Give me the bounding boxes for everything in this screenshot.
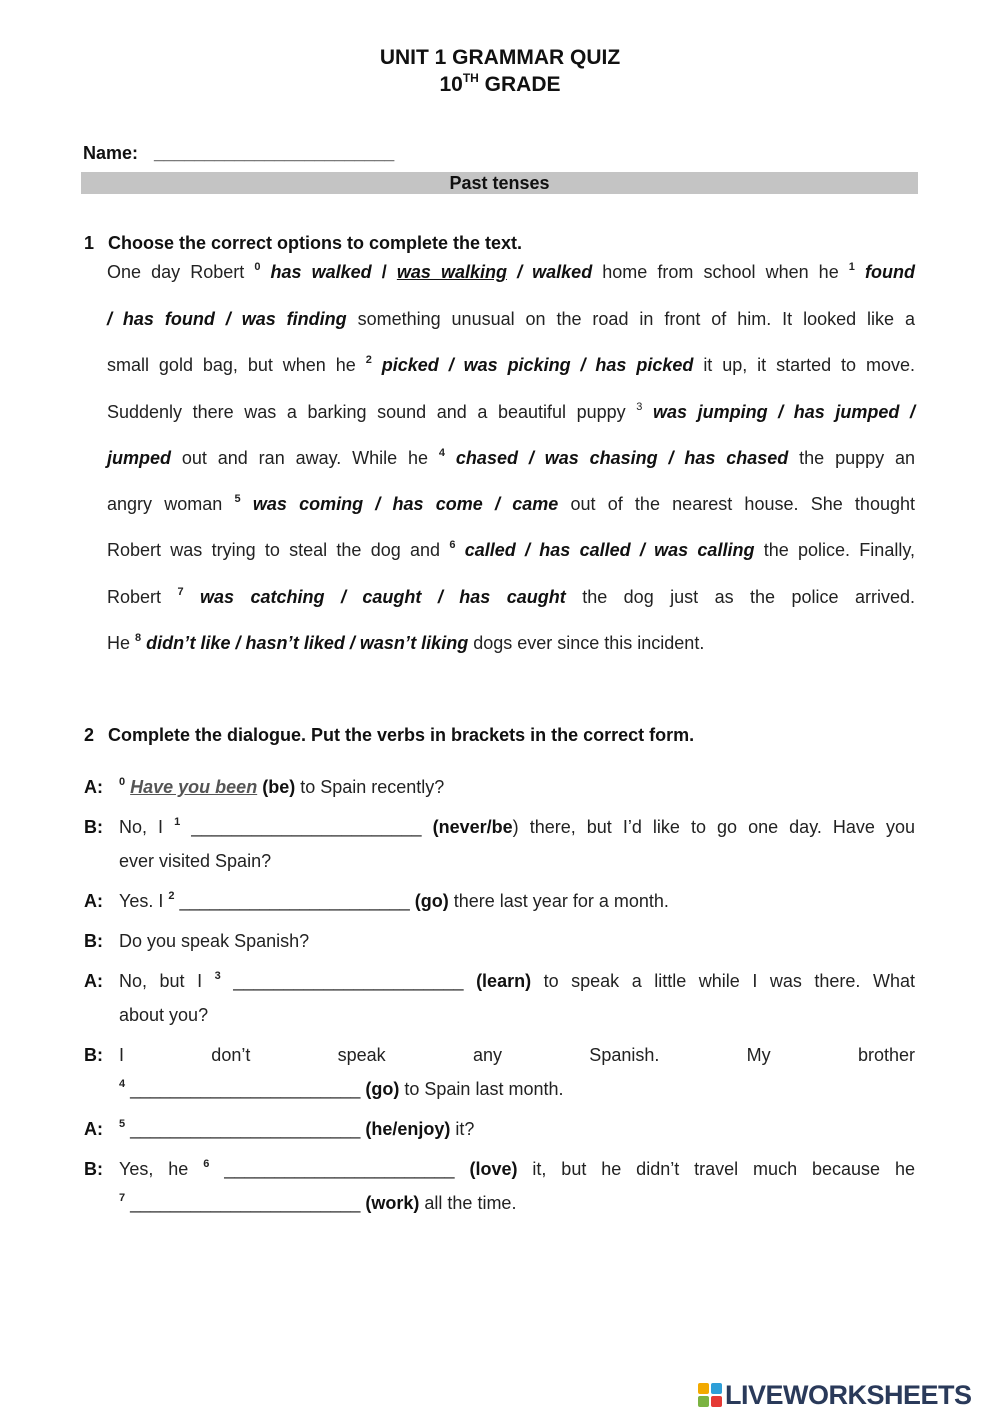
text-run: the police. Finally, [754,540,915,560]
verb-prompt: (never/be [432,817,513,837]
answer-options: walked [532,262,593,282]
speaker-label: B: [84,817,103,837]
verb-prompt: (love) [469,1159,518,1179]
text-run: to Spain recently? [295,777,445,797]
text-run: angry woman [107,494,235,514]
exercise-2-number: 2 [84,725,95,745]
text-run: Robert [107,587,178,607]
text-line [107,586,915,608]
item-number: 3 [214,970,221,982]
item-number: 3 [636,401,643,413]
name-label: Name: [83,143,139,163]
exercise-1-heading [84,233,522,254]
text-run [221,971,234,991]
verb-prompt: (he/enjoy) [365,1119,451,1139]
exercise-1-number: 1 [84,233,95,253]
speaker-label: B: [84,1045,103,1065]
text-run: No, I [119,817,175,837]
grade-ordinal: TH [462,71,479,85]
answer-options: has walked [270,262,372,282]
item-number: 1 [174,816,181,828]
text-run: Robert was trying to steal the dog and [107,540,450,560]
text-line [107,632,915,654]
answer-options: picked / was picking / has picked [381,355,694,375]
text-run: Yes. I [119,891,169,911]
speaker-label: A: [84,777,103,797]
answer-options: / [506,262,533,282]
answer-options: found [865,262,915,282]
text-run: about you? [119,1005,209,1025]
text-run: it up, it started to move. [693,355,916,375]
item-number: 0 [254,261,261,273]
text-run: Do you speak Spanish? [119,931,310,951]
answer-options: was coming / has come / came [252,494,559,514]
dialogue-text [119,970,915,992]
text-run [241,494,253,514]
name-blank[interactable]: ________________________ [154,143,395,163]
item-number: 7 [177,586,184,598]
text-run: to speak a little while I was there. What [531,971,915,991]
text-line [107,308,915,330]
text-run [855,262,865,282]
answer-options: jumped [107,448,172,468]
text-run [464,971,477,991]
item-number: 5 [119,1118,126,1130]
dialogue-text [119,1118,915,1140]
speaker-label: B: [84,931,103,951]
name-field[interactable] [83,143,394,164]
answer-options: called / has called / was calling [464,540,755,560]
item-number: 1 [848,261,855,273]
text-line [107,493,915,515]
text-run: there last year for a month. [448,891,669,911]
speaker-label: A: [84,1119,103,1139]
text-line [107,261,915,283]
dialogue-text [119,1078,915,1100]
text-run: ever visited Spain? [119,851,272,871]
text-run [184,587,200,607]
section-band: Past tenses [81,172,918,194]
text-run [422,817,433,837]
answer-blank[interactable]: _______________________ [130,1119,361,1139]
answer-blank[interactable]: _______________________ [130,1193,361,1213]
text-run [180,817,191,837]
text-run: it, but he didn’t travel much because he [517,1159,915,1179]
example-answer: Have you been [130,777,258,797]
answer-blank[interactable]: _______________________ [130,1079,361,1099]
dialogue-text [119,930,915,952]
text-run: out of the nearest house. She thought [558,494,915,514]
text-run: I don’t speak any Spanish. My brother [119,1045,915,1065]
verb-prompt: (learn) [476,971,532,991]
grade-heading [0,73,1000,97]
dialogue-text [119,850,915,872]
grade-number: 10 [439,73,463,96]
item-number: 6 [449,539,456,551]
item-number: 2 [365,354,372,366]
item-number: 8 [135,632,142,644]
answer-options: chased / was chasing / has chased [455,448,789,468]
option-separator: / [371,262,397,282]
logo-tiles-icon [697,1382,723,1408]
dialogue-text [119,890,915,912]
dialogue-text [119,816,915,838]
text-run: it? [450,1119,475,1139]
quiz-title: UNIT 1 GRAMMAR QUIZ [379,46,621,69]
text-line [107,401,915,423]
item-number: 0 [119,776,126,788]
text-run: No, but I [119,971,215,991]
item-number: 6 [203,1158,210,1170]
text-run: the dog just as the police arrived. [565,587,916,607]
verb-prompt: (work) [365,1193,420,1213]
dialogue-text [119,1192,915,1214]
text-run [455,540,464,560]
text-run: small gold bag, but when he [107,355,366,375]
text-run [445,448,456,468]
dialogue-text [119,1158,915,1180]
answer-blank[interactable]: _______________________ [233,971,464,991]
speaker-label: A: [84,891,103,911]
text-run: Suddenly there was a barking sound and a beautiful puppy [107,402,637,422]
grade-word: GRADE [484,73,561,96]
exercise-2-heading [84,725,694,746]
text-line [107,354,915,376]
exercise-1-instruction: Choose the correct options to complete the text. [108,233,523,253]
answer-blank[interactable]: _______________________ [224,1159,455,1179]
speaker-label: B: [84,1159,103,1179]
verb-prompt: (be) [262,777,296,797]
text-run: He [107,633,136,653]
exercise-2-instruction: Complete the dialogue. Put the verbs in brackets in the correct form. [108,725,695,745]
text-run: all the time. [419,1193,517,1213]
text-run: ) there, but I’d like to go one day. Have you [512,817,915,837]
text-run: out and ran away. While he [171,448,439,468]
example-answer: was walking [396,262,507,282]
text-run [209,1159,224,1179]
text-run [455,1159,470,1179]
item-number: 2 [168,890,175,902]
dialogue-text [119,776,915,798]
text-run [642,402,653,422]
logo-text: LIVEWORKSHEETS [725,1379,972,1410]
text-run: Yes, he [119,1159,204,1179]
answer-options: / has found / was finding [107,309,347,329]
text-run: the puppy an [788,448,916,468]
dialogue-text [119,1004,915,1026]
item-number: 5 [234,493,241,505]
answer-blank[interactable]: _______________________ [191,817,422,837]
text-run: home from school when he [592,262,849,282]
item-number: 4 [438,447,446,459]
verb-prompt: (go) [414,891,449,911]
answer-options: didn’t like / hasn’t liked / wasn’t liking [146,633,469,653]
liveworksheets-logo [697,1378,972,1412]
answer-options: was catching / caught / has caught [200,587,566,607]
text-run [372,355,382,375]
text-run [260,262,270,282]
text-run: dogs ever since this incident. [468,633,705,653]
dialogue-text [119,1044,915,1066]
text-line [107,539,915,561]
answer-options: was jumping / has jumped / [652,402,915,422]
text-line [107,447,915,469]
text-run: to Spain last month. [399,1079,564,1099]
speaker-label: A: [84,971,103,991]
text-run: something unusual on the road in front of him. It looked like a [346,309,915,329]
text-run: One day Robert [107,262,255,282]
verb-prompt: (go) [365,1079,400,1099]
answer-blank[interactable]: _______________________ [179,891,410,911]
item-number: 4 [119,1078,126,1090]
item-number: 7 [119,1192,126,1204]
